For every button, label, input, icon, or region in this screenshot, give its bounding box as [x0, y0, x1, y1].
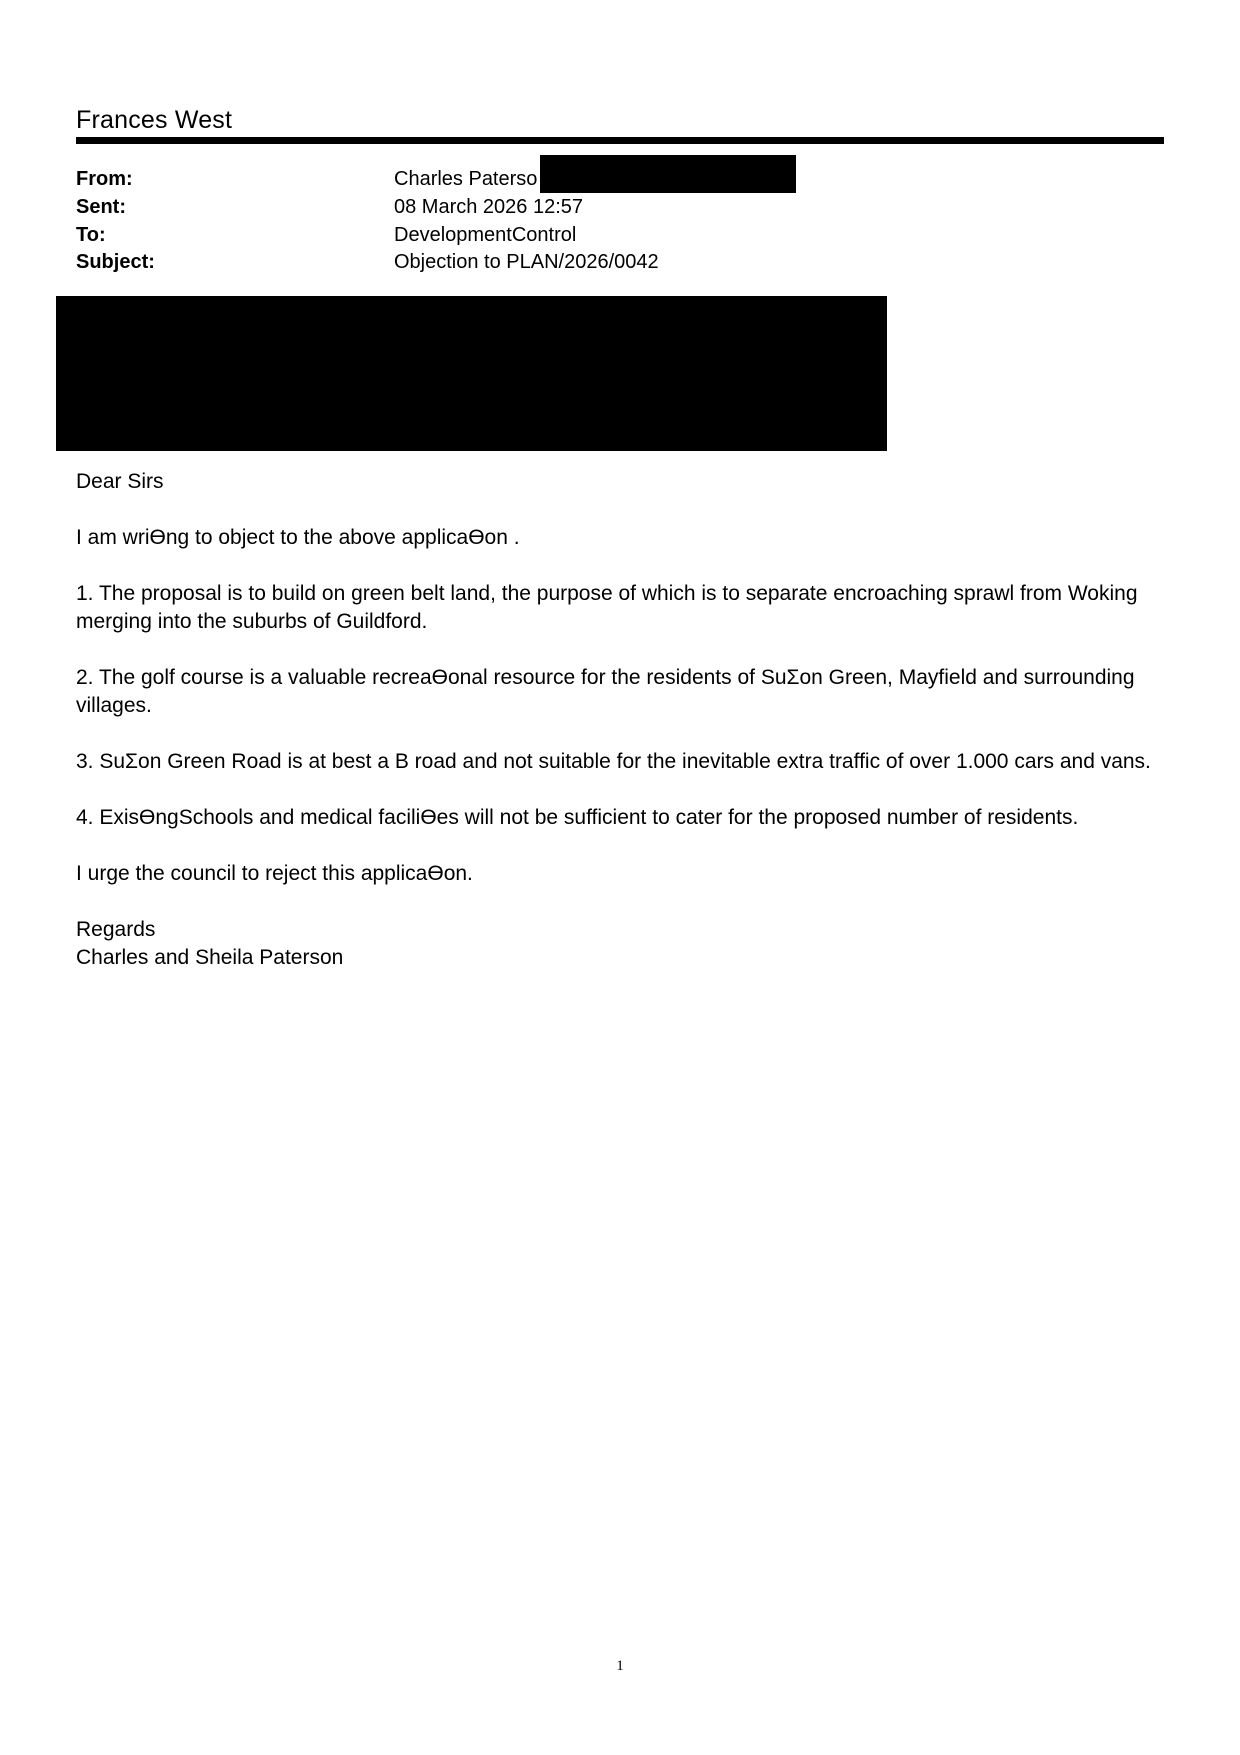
point-1-line-1: 1. The proposal is to build on green belt land, the purpose of which is to separate encroaching sprawl from Woking — [76, 582, 1138, 605]
from-label: From: — [76, 168, 133, 190]
sent-label: Sent: — [76, 196, 126, 218]
page-number: 1 — [616, 1658, 624, 1674]
subject-value: Objection to PLAN/2026/0042 — [394, 251, 659, 273]
point-2-line-2: villages. — [76, 694, 152, 717]
from-value: Charles Paterso — [394, 168, 538, 190]
to-label: To: — [76, 224, 106, 246]
header-divider — [76, 137, 1164, 144]
to-value: DevelopmentControl — [394, 224, 577, 246]
closing-request: I urge the council to reject this applicaƟon. — [76, 862, 473, 885]
greeting: Dear Sirs — [76, 470, 164, 493]
sent-value: 08 March 2026 12:57 — [394, 196, 584, 218]
redaction-block-address — [56, 296, 887, 451]
redaction-bar-email — [540, 155, 796, 193]
signoff: Regards — [76, 918, 156, 941]
signature: Charles and Sheila Paterson — [76, 946, 344, 969]
point-3: 3. SuƩon Green Road is at best a B road and not suitable for the inevitable extra traffic of over 1.000 cars and vans. — [76, 750, 1151, 773]
subject-label: Subject: — [76, 251, 155, 273]
point-4: 4. ExisƟngSchools and medical faciliƟes will not be sufficient to cater for the proposed number of residents. — [76, 806, 1079, 829]
sender-name: Frances West — [76, 106, 233, 134]
point-1-line-2: merging into the suburbs of Guildford. — [76, 610, 428, 633]
intro-paragraph: I am wriƟng to object to the above applicaƟon . — [76, 526, 520, 549]
point-2-line-1: 2. The golf course is a valuable recreaƟonal resource for the residents of SuƩon Green, Mayfield and surrounding — [76, 666, 1135, 689]
